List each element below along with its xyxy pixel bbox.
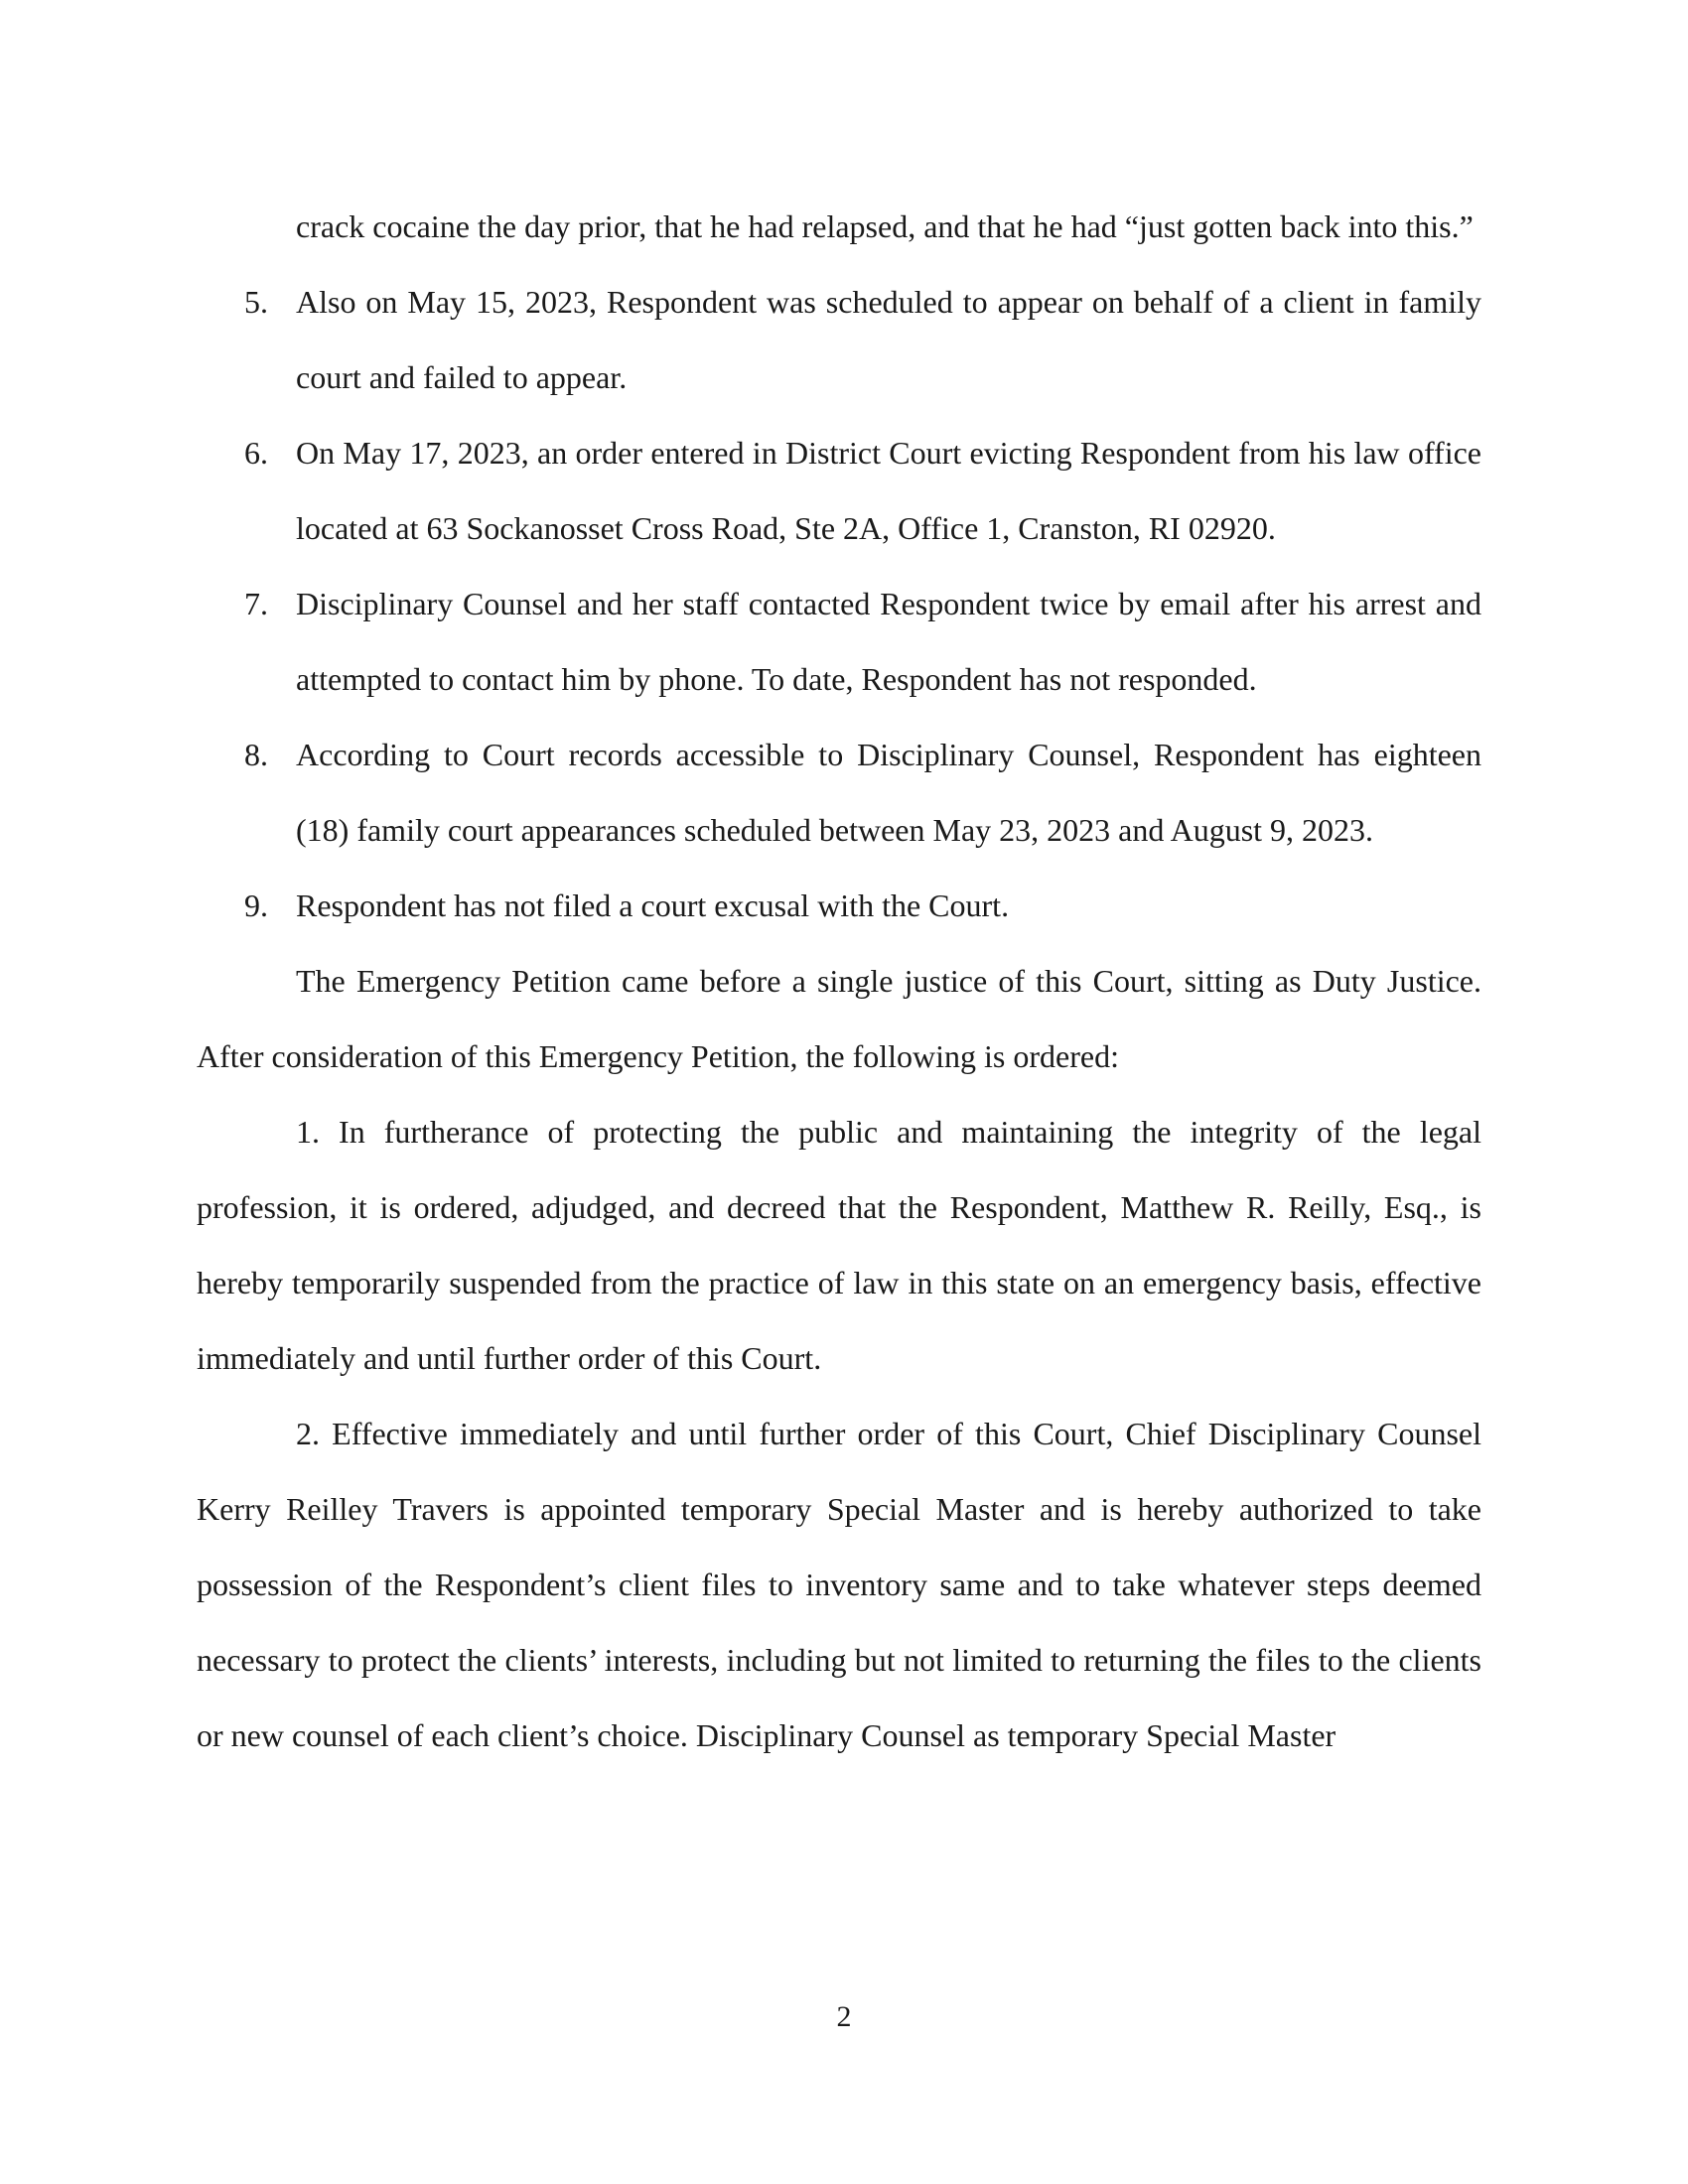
page-number: 2	[836, 2000, 852, 2033]
item-number: 8.	[244, 737, 268, 772]
item-number: 9.	[244, 887, 268, 923]
item-text: Also on May 15, 2023, Respondent was scheduled to appear on behalf of a client in family court and failed to appear.	[296, 284, 1481, 395]
list-item	[197, 264, 1481, 415]
list-item	[197, 415, 1481, 566]
item-text: According to Court records accessible to Disciplinary Counsel, Respondent has eighteen (18) family court appearances scheduled between May 23, 2023 and August 9, 2023.	[296, 737, 1481, 848]
item-number: 5.	[244, 284, 268, 320]
item-number: 7.	[244, 586, 268, 621]
list-item	[197, 566, 1481, 717]
document-page	[197, 189, 1481, 1773]
list-item	[197, 868, 1481, 943]
numbered-allegations-list	[197, 264, 1481, 943]
order-intro-paragraph: The Emergency Petition came before a single justice of this Court, sitting as Duty Justice. After consideration of this Emergency Petition, the following is ordered:	[197, 963, 1481, 1074]
order-paragraph-2: 2. Effective immediately and until further order of this Court, Chief Disciplinary Counsel Kerry Reilley Travers is appointed temporary Special Master and is hereby authorized to take possession of the Respondent’s client files to inventory same and to take whatever steps deemed necessary to protect the clients’ interests, including but not limited to returning the files to the clients or new counsel of each client’s choice. Disciplinary Counsel as temporary Special Master	[197, 1416, 1481, 1753]
list-item	[197, 717, 1481, 868]
item-number: 6.	[244, 435, 268, 471]
order-paragraph-1: 1. In furtherance of protecting the public and maintaining the integrity of the legal profession, it is ordered, adjudged, and decreed that the Respondent, Matthew R. Reilly, Esq., is hereby temporarily suspended from the practice of law in this state on an emergency basis, effective immediately and until further order of this Court.	[197, 1114, 1481, 1376]
item-text: Disciplinary Counsel and her staff contacted Respondent twice by email after his arrest and attempted to contact him by phone. To date, Respondent has not responded.	[296, 586, 1481, 697]
item-text: Respondent has not filed a court excusal with the Court.	[296, 887, 1010, 923]
continuation-paragraph: crack cocaine the day prior, that he had relapsed, and that he had “just gotten back into this.”	[296, 208, 1474, 244]
item-text: On May 17, 2023, an order entered in District Court evicting Respondent from his law office located at 63 Sockanosset Cross Road, Ste 2A, Office 1, Cranston, RI 02920.	[296, 435, 1481, 546]
